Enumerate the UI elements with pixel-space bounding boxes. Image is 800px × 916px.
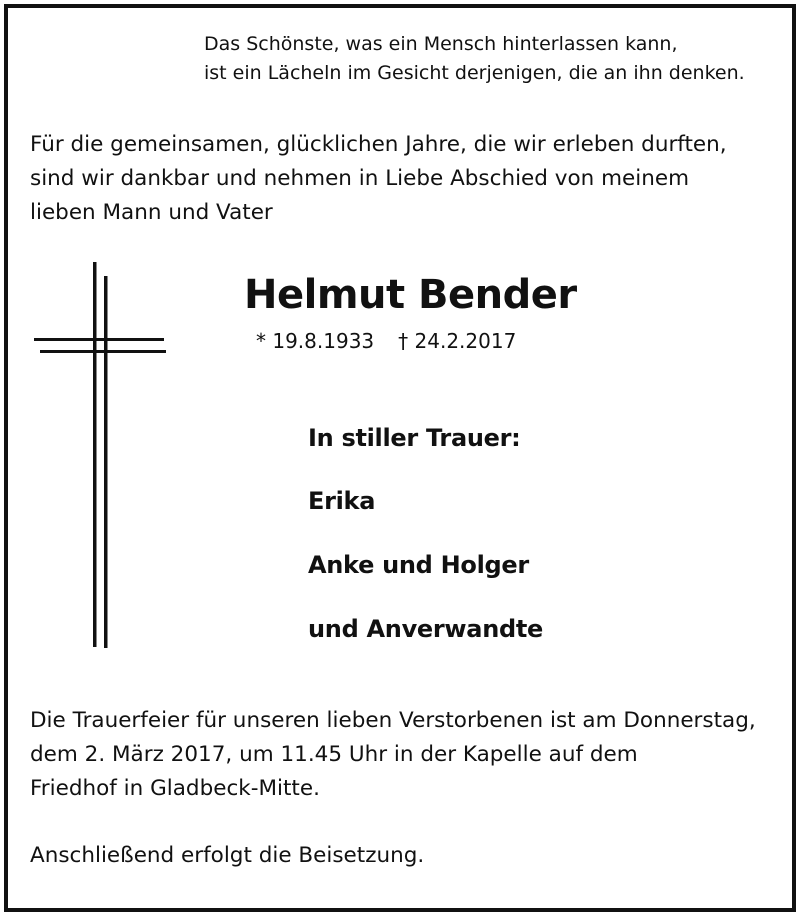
mourner-name: Erika (308, 487, 376, 515)
deceased-name: Helmut Bender (244, 272, 577, 318)
life-dates (256, 329, 516, 353)
motto-quote (204, 30, 745, 88)
service-line-1: Die Trauerfeier für unseren lieben Verstorbenen ist am Donnerstag, (30, 708, 756, 733)
mourning-heading: In stiller Trauer: (308, 424, 521, 452)
intro-line-1: Für die gemeinsamen, glücklichen Jahre, die wir erleben durften, (30, 132, 727, 157)
intro-line-3: lieben Mann und Vater (30, 200, 273, 225)
intro-text (30, 128, 727, 230)
service-details (30, 704, 756, 806)
service-line-2: dem 2. März 2017, um 11.45 Uhr in der Kapelle auf dem (30, 742, 638, 767)
motto-line-1: Das Schönste, was ein Mensch hinterlassen kann, (204, 33, 678, 55)
mourner-name: Anke und Holger (308, 551, 529, 579)
motto-line-2: ist ein Lächeln im Gesicht derjenigen, die an ihn denken. (204, 62, 745, 84)
service-line-3: Friedhof in Gladbeck-Mitte. (30, 776, 320, 801)
death-date: † 24.2.2017 (398, 329, 517, 353)
intro-line-2: sind wir dankbar und nehmen in Liebe Abschied von meinem (30, 166, 690, 191)
mourner-name: und Anverwandte (308, 615, 544, 643)
birth-date: * 19.8.1933 (256, 329, 375, 353)
cross-icon (34, 262, 174, 652)
closing-note: Anschließend erfolgt die Beisetzung. (30, 843, 425, 868)
